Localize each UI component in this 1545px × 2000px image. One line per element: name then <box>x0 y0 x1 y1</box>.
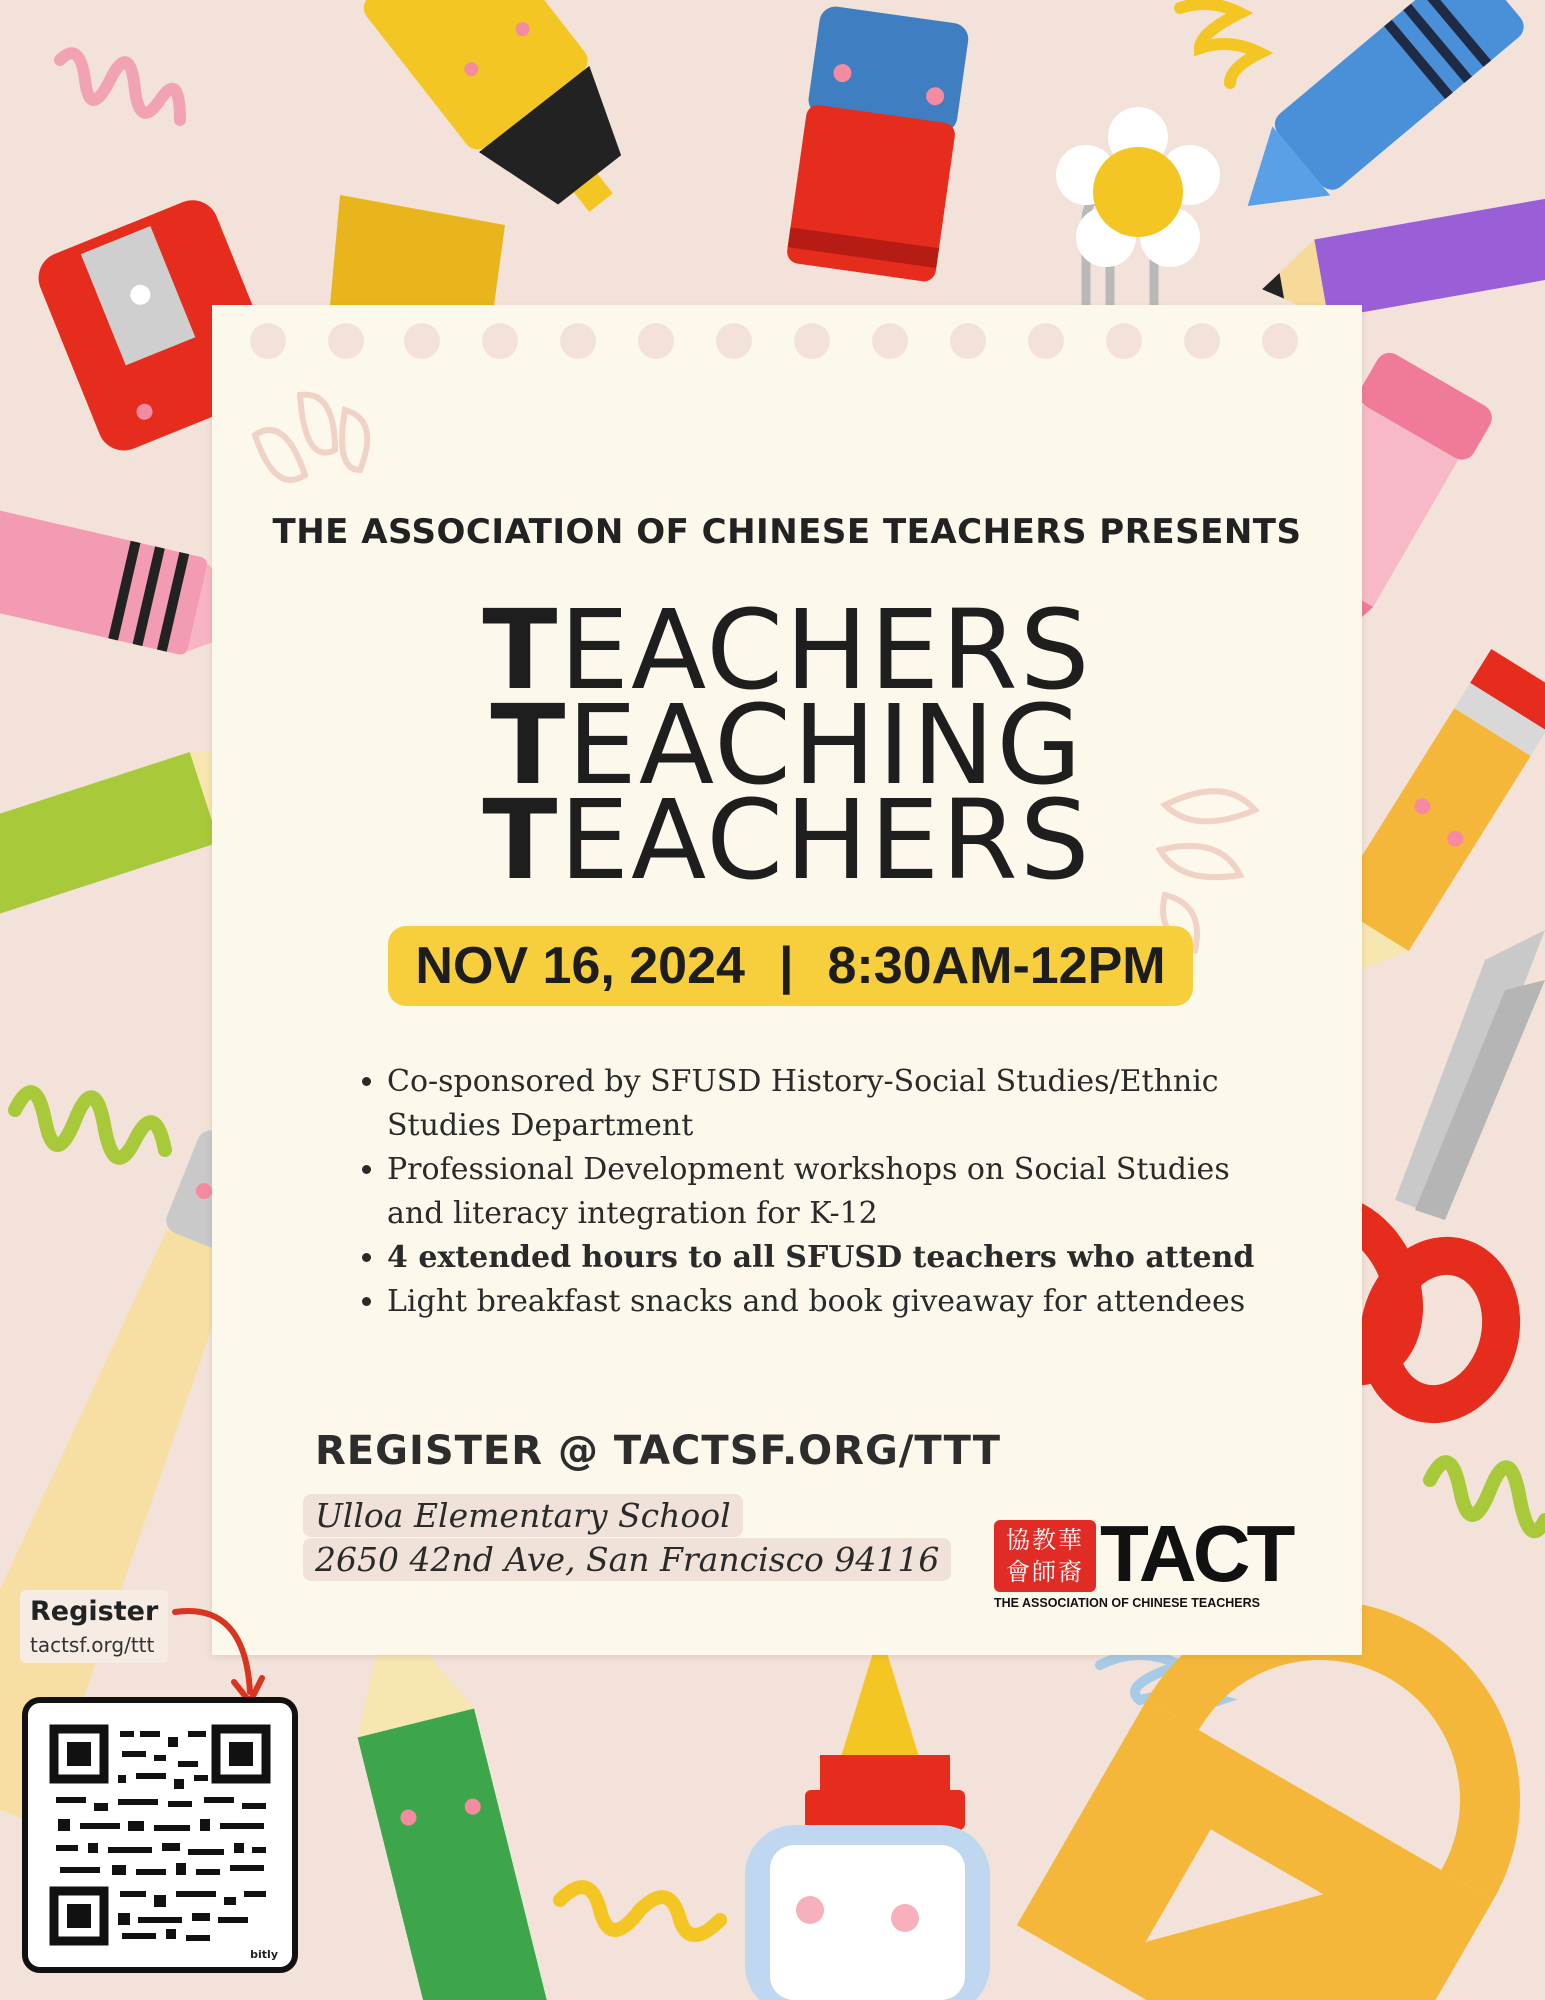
crayon-blue-icon <box>1216 0 1530 240</box>
list-item: • 4 extended hours to all SFUSD teachers who attend <box>387 1236 1287 1280</box>
binder-hole <box>328 323 364 359</box>
date-separator: | <box>778 937 794 995</box>
location-school: Ulloa Elementary School <box>303 1494 743 1537</box>
binder-hole <box>950 323 986 359</box>
date-time-banner <box>388 926 1193 1006</box>
binder-hole <box>872 323 908 359</box>
list-item: • Light breakfast snacks and book giveaway for attendees <box>387 1280 1287 1324</box>
yellow-squiggle-bottom <box>560 1887 720 1935</box>
binder-hole <box>1028 323 1064 359</box>
binder-hole <box>1262 323 1298 359</box>
qr-code[interactable] <box>22 1697 298 1973</box>
register-heading[interactable]: REGISTER @ TACTSF.ORG/TTT <box>315 1428 1002 1474</box>
binder-hole <box>250 323 286 359</box>
location-address: 2650 42nd Ave, San Francisco 94116 <box>303 1538 951 1581</box>
tact-logo-subtitle: THE ASSOCIATION OF CHINESE TEACHERS <box>994 1596 1260 1610</box>
tact-wordmark: TACT <box>1100 1509 1292 1598</box>
register-url[interactable]: tactsf.org/ttt <box>30 1633 155 1657</box>
register-callout <box>20 1590 168 1663</box>
title-line-1: TEACHERS <box>482 586 1092 714</box>
title-line-3: TEACHERS <box>482 776 1092 904</box>
binder-hole <box>638 323 674 359</box>
presenter-line: THE ASSOCIATION OF CHINESE TEACHERS PRESENTS <box>272 512 1302 552</box>
tact-logo <box>994 1509 1310 1610</box>
register-label: Register <box>30 1596 159 1627</box>
binder-hole <box>560 323 596 359</box>
glue-bottle-icon <box>745 1630 990 2000</box>
list-item: • Professional Development workshops on Social Studies and literacy integration for K-12 <box>387 1148 1287 1236</box>
green-squiggle-right <box>1430 1462 1545 1531</box>
yellow-squiggle-top <box>1180 4 1260 83</box>
arrow-icon <box>170 1600 270 1710</box>
event-date: NOV 16, 2024 <box>415 937 745 995</box>
event-details-list <box>345 1060 1287 1324</box>
binder-hole <box>716 323 752 359</box>
tact-logo-mark: 協教華 會師裔 <box>994 1520 1096 1592</box>
binder-hole <box>794 323 830 359</box>
event-time: 8:30AM-12PM <box>827 937 1166 995</box>
binder-hole <box>1184 323 1220 359</box>
bitly-badge: bitly <box>250 1948 278 1961</box>
pink-squiggle <box>60 53 180 120</box>
qr-code-icon <box>28 1703 292 1967</box>
binder-hole <box>482 323 518 359</box>
eraser-icon <box>786 5 971 283</box>
binder-hole <box>404 323 440 359</box>
green-squiggle-left <box>15 1092 165 1158</box>
binder-hole <box>1106 323 1142 359</box>
list-item: • Co-sponsored by SFUSD History-Social Studies/Ethnic Studies Department <box>387 1060 1287 1148</box>
title-line-2: TEACHING <box>490 681 1084 809</box>
